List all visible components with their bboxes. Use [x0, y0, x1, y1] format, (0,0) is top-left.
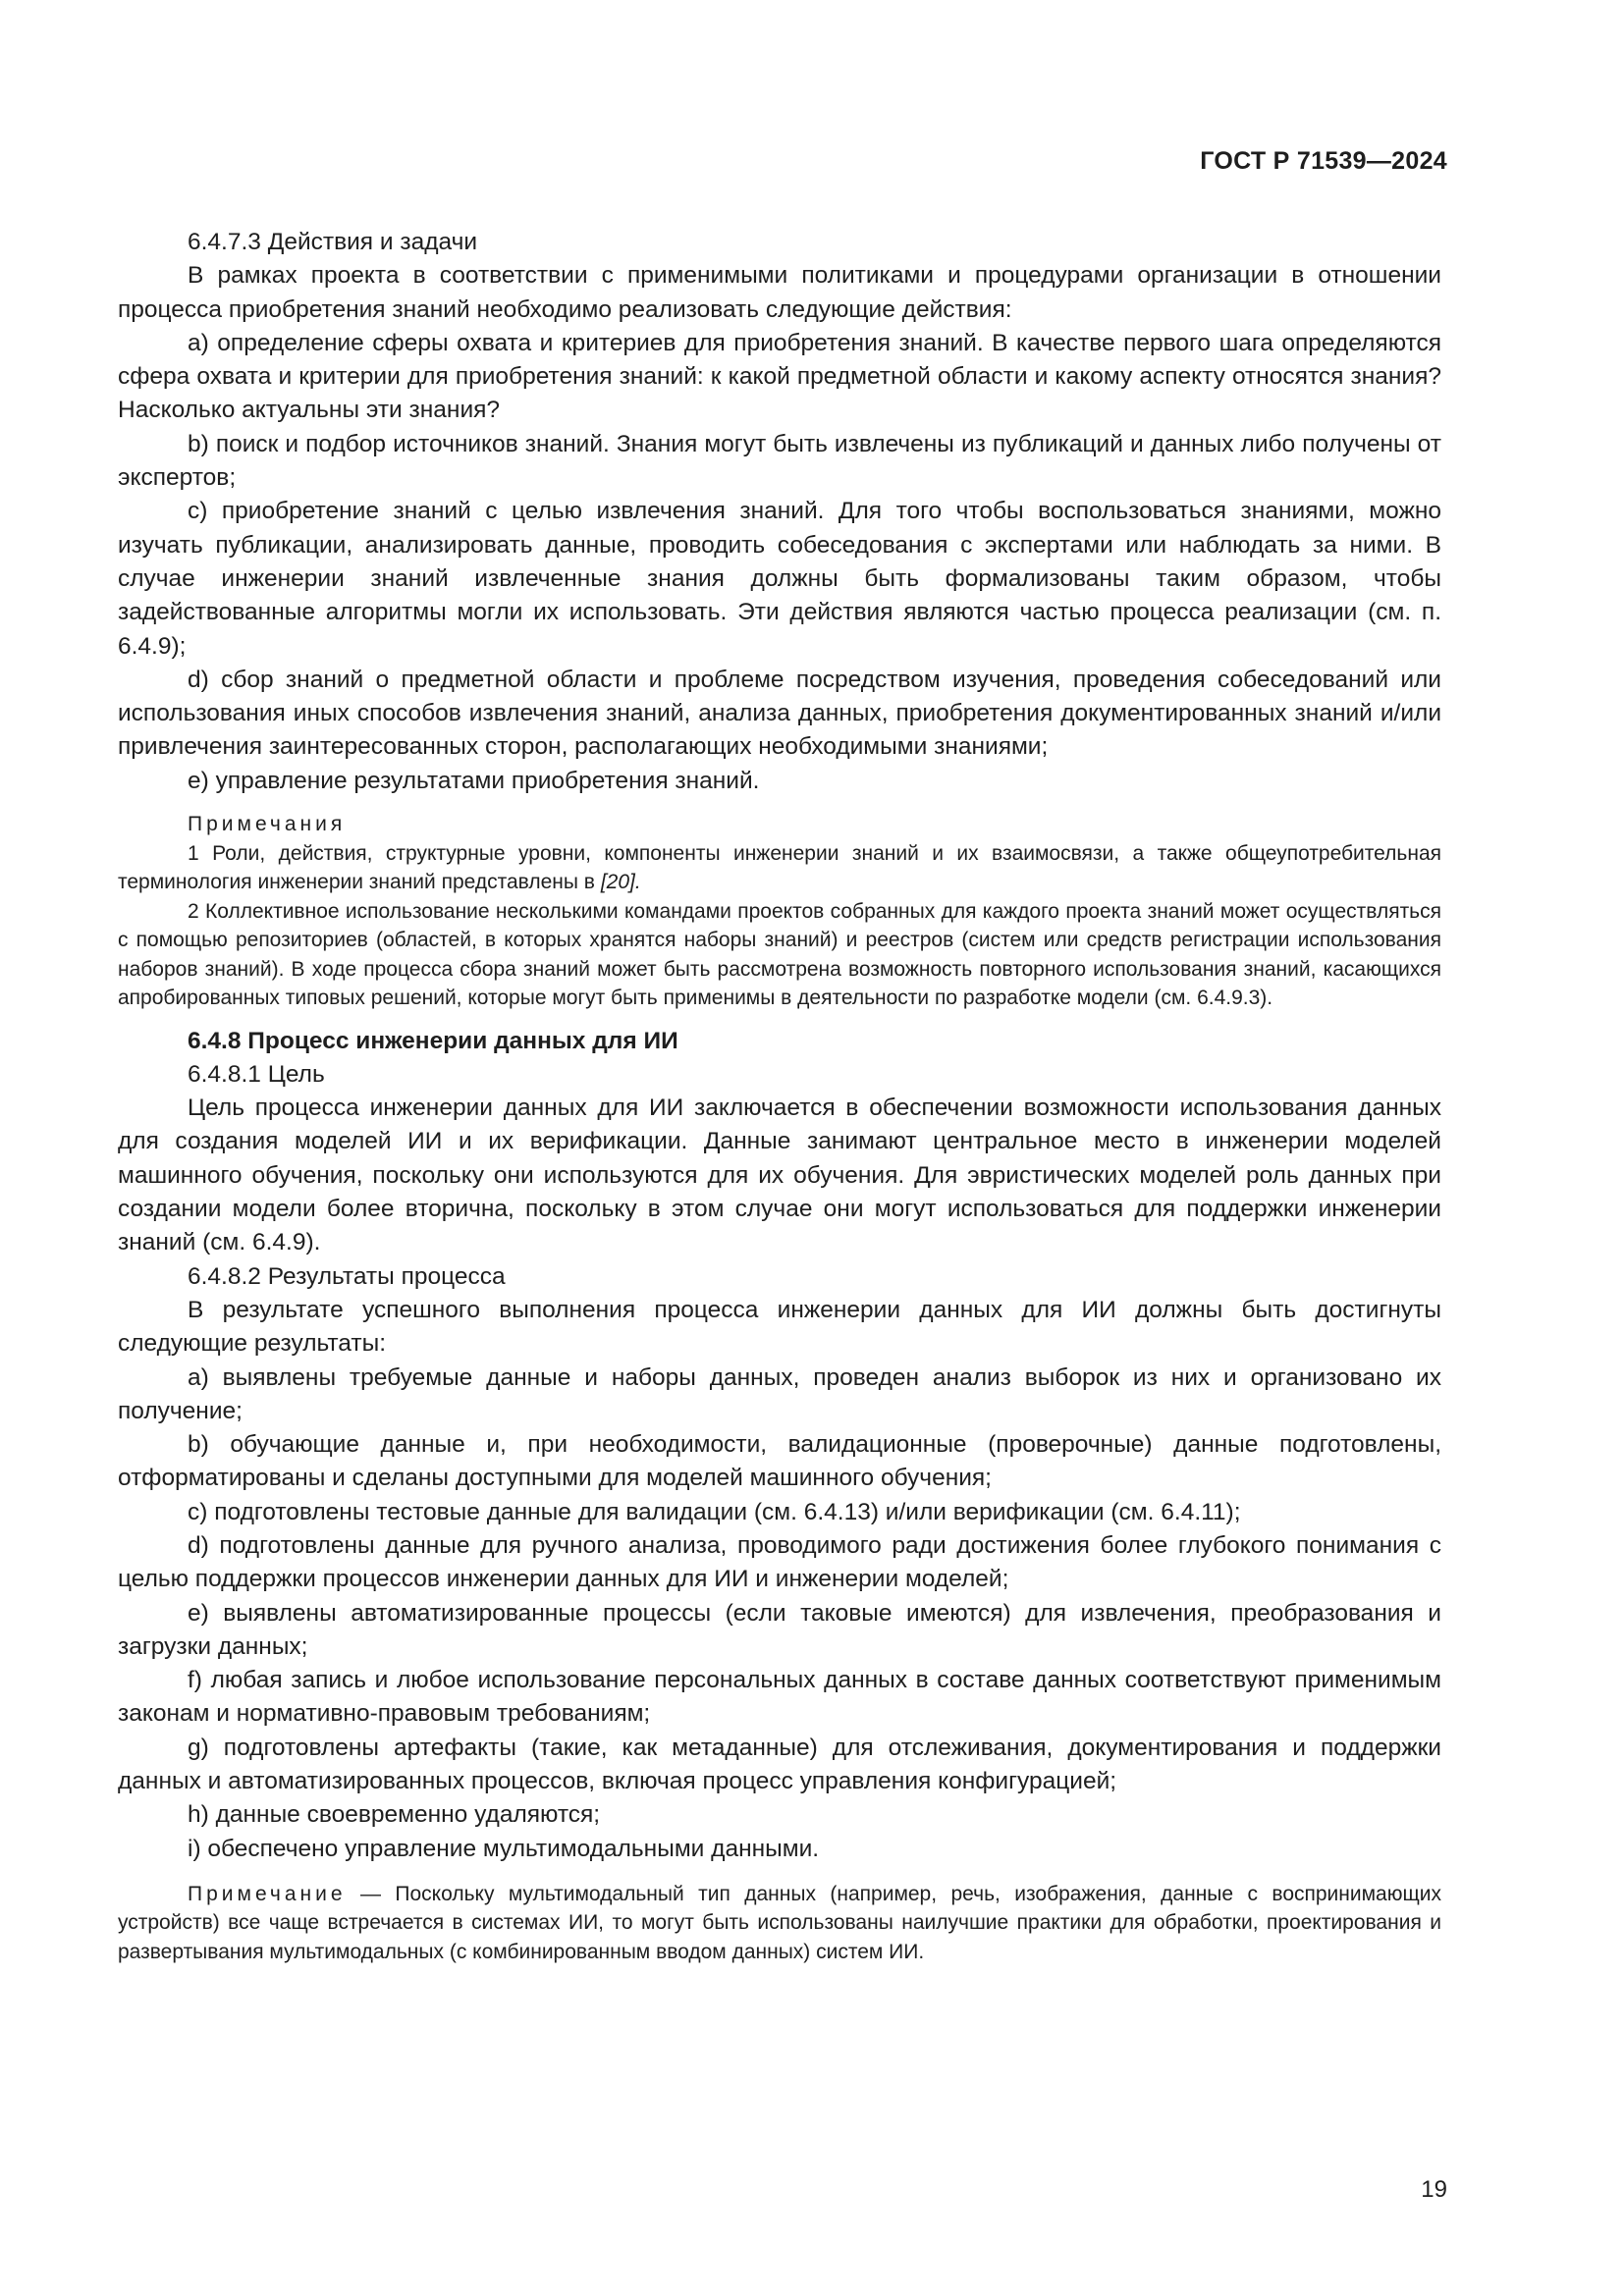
section-6482-intro: В результате успешного выполнения процесса инженерии данных для ИИ должны быть достигнуты следующие результаты: [118, 1296, 1441, 1358]
closing-note-label: Примечание [188, 1882, 347, 1905]
notes-heading: Примечания [188, 813, 347, 836]
page-content [118, 226, 1441, 1966]
result-item-h: h) данные своевременно удаляются; [188, 1801, 601, 1829]
activity-item-c: c) приобретение знаний с целью извлечения знаний. Для того чтобы воспользоваться знаниями, можно изучать публикации, анализировать данные, проводить собеседования с экспертами или наблюдать за ними. В случае инженерии знаний извлеченные знания должны быть формализованы таким образом, чтобы задействованные алгоритмы могли их использовать. Эти действия являются частью процесса реализации (см. п. 6.4.9); [118, 498, 1441, 660]
page-number: 19 [1421, 2176, 1447, 2203]
spacer [118, 1866, 1441, 1880]
activity-item-a: а) определение сферы охвата и критериев для приобретения знаний. В качестве первого шага определяются сфера охвата и критерии для приобретения знаний: к какой предметной области и какому аспекту относятся знания? Насколько актуальны эти знания? [118, 329, 1441, 424]
result-item-d: d) подготовлены данные для ручного анализа, проводимого ради достижения более глубокого понимания с целью поддержки процессов инженерии данных для ИИ и инженерии моделей; [118, 1532, 1441, 1593]
activity-item-e: е) управление результатами приобретения знаний. [188, 767, 760, 794]
spacer [118, 798, 1441, 810]
note-1-reference: [20]. [600, 871, 641, 894]
section-6481-text: Цель процесса инженерии данных для ИИ заключается в обеспечении возможности использования данных для создания моделей ИИ и их верификации. Данные занимают центральное место в инженерии моделей машинного обучения, поскольку они используются для их обучения. Для эвристических моделей роль данных при создании модели более вторична, поскольку в этом случае они могут использоваться для поддержки инженерии знаний (см. 6.4.9). [118, 1095, 1441, 1256]
section-6481-title: 6.4.8.1 Цель [188, 1060, 325, 1088]
activity-item-d: d) сбор знаний о предметной области и проблеме посредством изучения, проведения собеседований или использования иных способов извлечения знаний, анализа данных, приобретения документированных знаний и/или привлечения заинтересованных сторон, располагающих необходимыми знаниями; [118, 666, 1441, 761]
standard-header: ГОСТ Р 71539—2024 [1200, 147, 1447, 175]
spacer [118, 1013, 1441, 1025]
result-item-b: b) обучающие данные и, при необходимости, валидационные (проверочные) данные подготовлены, отформатированы и сделаны доступными для моделей машинного обучения; [118, 1431, 1441, 1492]
section-6473-title: 6.4.7.3 Действия и задачи [188, 229, 478, 255]
activity-item-b: b) поиск и подбор источников знаний. Знания могут быть извлечены из публикаций и данных либо получены от экспертов; [118, 430, 1441, 492]
note-1 [118, 839, 1441, 897]
section-6473-intro: В рамках проекта в соответствии с применимыми политиками и процедурами организации в отношении процесса приобретения знаний необходимо реализовать следующие действия: [118, 262, 1441, 323]
result-item-i: i) обеспечено управление мультимодальными данными. [188, 1835, 820, 1862]
result-item-f: f) любая запись и любое использование персональных данных в составе данных соответствуют применимым законам и нормативно-правовым требованиям; [118, 1667, 1441, 1728]
note-2: 2 Коллективное использование несколькими командами проектов собранных для каждого проекта знаний может осуществляться с помощью репозиториев (областей, в которых хранятся наборы знаний) и реестров (систем или средств регистрации использования наборов знаний). В ходе процесса сбора знаний может быть рассмотрена возможность повторного использования знаний, касающихся апробированных типовых решений, которые могут быть применимы в деятельности по разработке модели (см. 6.4.9.3). [118, 899, 1441, 1010]
result-item-g: g) подготовлены артефакты (такие, как метаданные) для отслеживания, документирования и поддержки данных и автоматизированных процессов, включая процесс управления конфигурацией; [118, 1734, 1441, 1795]
section-6482-title: 6.4.8.2 Результаты процесса [188, 1262, 506, 1290]
note-1-text: 1 Роли, действия, структурные уровни, компоненты инженерии знаний и их взаимосвязи, а также общеупотребительная терминология инженерии знаний представлены в [118, 841, 1441, 894]
result-item-e: е) выявлены автоматизированные процессы (если таковые имеются) для извлечения, преобразования и загрузки данных; [118, 1599, 1441, 1660]
section-648-title: 6.4.8 Процесс инженерии данных для ИИ [188, 1027, 678, 1054]
result-item-a: а) выявлены требуемые данные и наборы данных, проведен анализ выборок из них и организовано их получение; [118, 1363, 1441, 1424]
closing-note-text: — Поскольку мультимодальный тип данных (например, речь, изображения, данные с воспринимающих устройств) все чаще встречается в системах ИИ, то могут быть использованы наилучшие практики для обработки, проектирования и развертывания мультимодальных (с комбинированным вводом данных) систем ИИ. [118, 1882, 1441, 1963]
result-item-c: c) подготовлены тестовые данные для валидации (см. 6.4.13) и/или верификации (см. 6.4.11); [188, 1498, 1241, 1525]
closing-note [118, 1880, 1441, 1967]
